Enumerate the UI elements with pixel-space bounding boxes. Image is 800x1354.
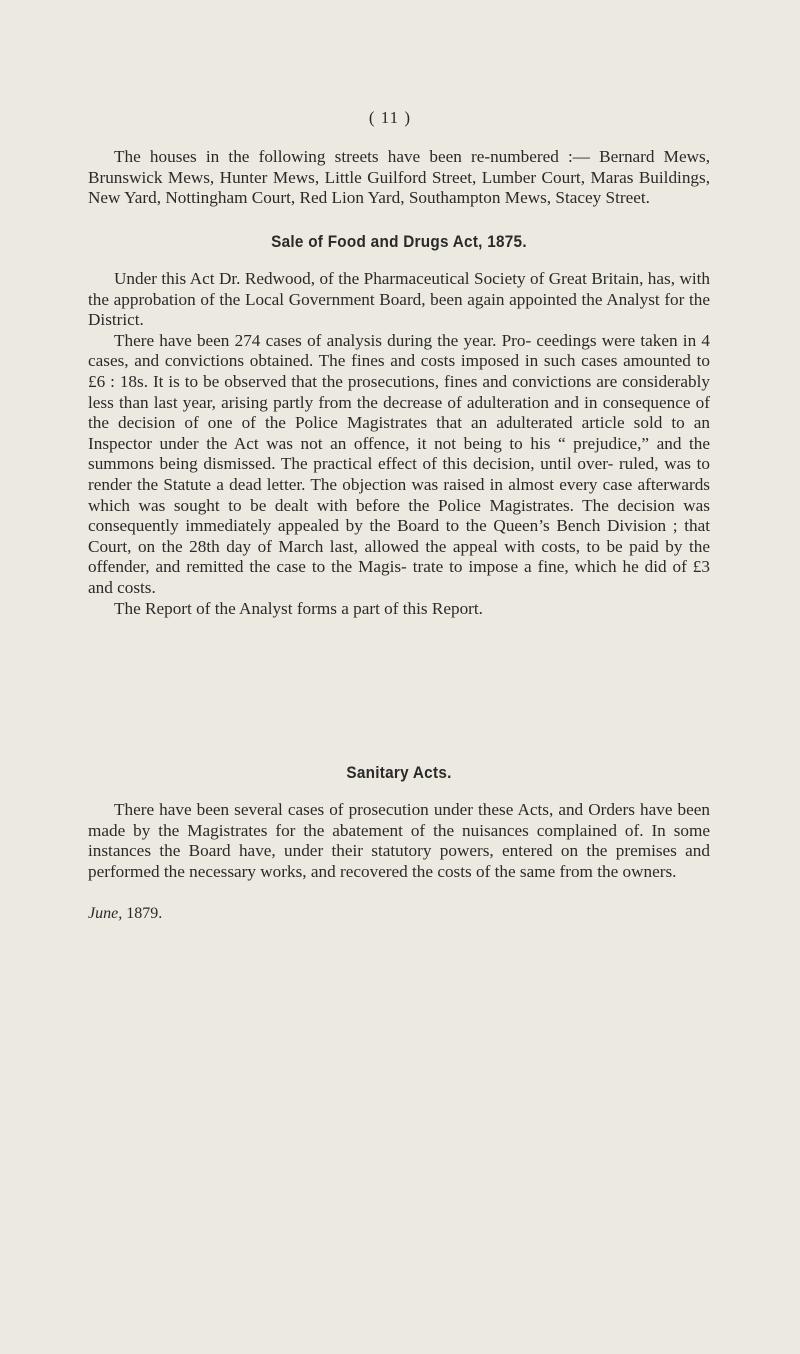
food-drugs-body — [88, 269, 710, 619]
renumbered-streets-paragraph: The houses in the following streets have been re-numbered :— Bernard Mews, Brunswick Mews, Hunter Mews, Little Guilford Street, Lumber Court, Maras Buildings, New Yard, Nottingham Court, Red Lion Yard, Southampton Mews, Stacey Street. — [88, 147, 710, 208]
date-line — [88, 904, 710, 925]
sanitary-paragraph: There have been several cases of prosecution under these Acts, and Orders have been made by the Magistrates for the abatement of the nuisances complained of. In some instances the Board have, under their statutory powers, entered on the premises and performed the necessary works, and recovered the costs of the same from the owners. — [88, 800, 710, 881]
intro-section — [88, 147, 710, 209]
analyst-appointment-paragraph: Under this Act Dr. Redwood, of the Pharmaceutical Society of Great Britain, has, with the approbation of the Local Government Board, been again appointed the Analyst for the District. — [88, 269, 710, 330]
sanitary-body — [88, 800, 710, 882]
food-drugs-section — [88, 232, 710, 252]
analyst-report-paragraph: The Report of the Analyst forms a part of this Report. — [114, 598, 483, 618]
food-drugs-heading: Sale of Food and Drugs Act, 1875. — [271, 232, 527, 251]
prosecutions-paragraph: There have been 274 cases of analysis during the year. Pro- ceedings were taken in 4 cases, and convictions obtained. The fines and costs imposed in such cases amounted to £6 : 18s. It is to be observed that the prosecutions, fines and convictions are considerably less than last year, arising partly from the decrease of adulteration and in consequence of the decision of one of the Police Magistrates that an adulterated article sold to an Inspector under the Act was not an offence, it not being to his “ prejudice,” and the summons being dismissed. The practical effect of this decision, until over- ruled, was to render the Statute a dead letter. The objection was raised in almost every case afterwards which was sought to be dealt with before the Police Magistrates. The decision was consequently immediately appealed by the Board to the Queen’s Bench Division ; that Court, on the 28th day of March last, allowed the appeal with costs, to be paid by the offender, and remitted the case to the Magis- trate to impose a fine, which he did of £3 and costs. — [88, 330, 710, 597]
date-year: 1879. — [122, 905, 163, 922]
report-date — [88, 904, 710, 925]
page-number: ( 11 ) — [368, 108, 412, 127]
sanitary-heading: Sanitary Acts. — [346, 763, 452, 782]
date-month: June, — [88, 905, 123, 922]
sanitary-section — [88, 763, 710, 783]
